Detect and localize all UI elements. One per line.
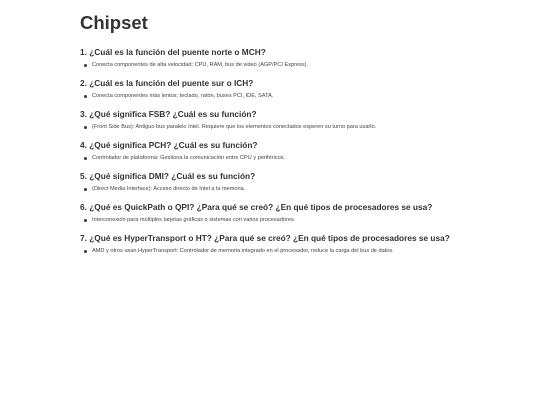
bullet-icon [84, 188, 87, 191]
question-block-5 [80, 171, 520, 194]
question-heading-7: 7. ¿Qué es HyperTransport o HT? ¿Para qué se creó? ¿En qué tipos de procesadores se usa? [80, 233, 450, 243]
answer-text-1: Conecta componentes de alta velocidad: CPU, RAM, bus de video (AGP/PCI Express). [92, 62, 309, 68]
page-title: Chipset [80, 12, 148, 33]
answer-list-3 [80, 123, 520, 132]
answer-text-7: AMD y otros usan HyperTransport: Controlador de memoria integrado en el procesador, reduce la carga del bus de datos. [92, 248, 394, 254]
answer-item-5 [92, 185, 520, 194]
answer-item-6 [92, 216, 520, 225]
answer-list-4 [80, 154, 520, 163]
answer-text-2: Conecta componentes más lentos: teclado, ratón, buses PCI, IDE, SATA. [92, 93, 274, 99]
question-heading-4: 4. ¿Qué significa PCH? ¿Cuál es su función? [80, 140, 258, 150]
question-heading-1: 1. ¿Cuál es la función del puente norte o MCH? [80, 47, 266, 57]
bullet-icon [84, 126, 87, 129]
answer-item-3 [92, 123, 520, 132]
question-block-7 [80, 233, 520, 256]
answer-item-1 [92, 61, 520, 70]
answer-list-1 [80, 61, 520, 70]
bullet-icon [84, 250, 87, 253]
question-heading-3: 3. ¿Qué significa FSB? ¿Cuál es su función? [80, 109, 257, 119]
question-block-1 [80, 47, 520, 70]
question-heading-5: 5. ¿Qué significa DMI? ¿Cuál es su función? [80, 171, 256, 181]
answer-text-6: Interconexión para múltiples tarjetas gráficas o sistemas con varios procesadores. [92, 217, 296, 223]
answer-list-2 [80, 92, 520, 101]
question-heading-2: 2. ¿Cuál es la función del puente sur o ICH? [80, 78, 254, 88]
question-block-2 [80, 78, 520, 101]
bullet-icon [84, 157, 87, 160]
bullet-icon [84, 95, 87, 98]
answer-item-7 [92, 247, 520, 256]
answer-list-6 [80, 216, 520, 225]
answer-list-7 [80, 247, 520, 256]
question-block-3 [80, 109, 520, 132]
answer-text-4: Controlador de plataforma: Gestiona la comunicación entre CPU y periféricos. [92, 155, 286, 161]
question-heading-6: 6. ¿Qué es QuickPath o QPI? ¿Para qué se creó? ¿En qué tipos de procesadores se usa? [80, 202, 433, 212]
bullet-icon [84, 64, 87, 67]
answer-text-3: (Front Side Bus): Antiguo bus paralelo Intel. Requiere que los elementos conectados esperen su turno para usarlo. [92, 124, 377, 130]
bullet-icon [84, 219, 87, 222]
answer-text-5: (Direct Media Interface): Acceso directo de Intel a la memoria. [92, 186, 246, 192]
question-block-4 [80, 140, 520, 163]
answer-item-4 [92, 154, 520, 163]
answer-item-2 [92, 92, 520, 101]
answer-list-5 [80, 185, 520, 194]
question-block-6 [80, 202, 520, 225]
